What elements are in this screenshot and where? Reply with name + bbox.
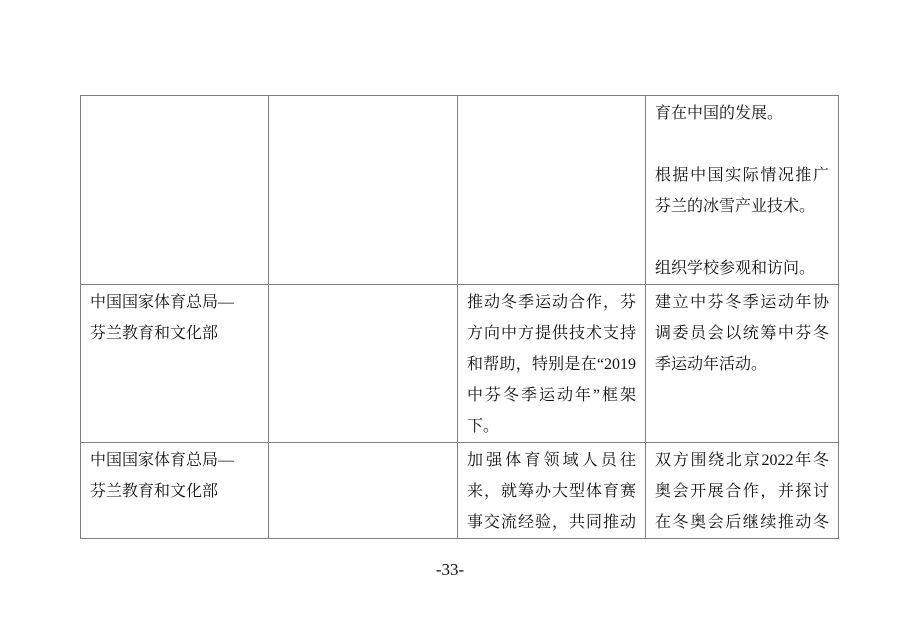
cell-paragraph: 育在中国的发展。 xyxy=(655,105,784,122)
table-row xyxy=(81,96,839,285)
table-cell xyxy=(269,96,458,285)
cell-paragraph: 芬兰教育和文化部 xyxy=(90,483,219,500)
table-cell xyxy=(646,443,839,539)
table-cell xyxy=(458,443,646,539)
table-cell xyxy=(458,96,646,285)
table-cell xyxy=(81,285,269,443)
table-cell xyxy=(646,285,839,443)
table-row xyxy=(81,443,839,539)
cell-paragraph: 中国国家体育总局— xyxy=(90,452,235,469)
cell-paragraph: 组织学校参观和访问。 xyxy=(655,260,816,277)
cooperation-table xyxy=(80,95,839,539)
table-cell xyxy=(269,443,458,539)
cell-paragraph: 推动冬季运动合作，芬方向中方提供技术支持和帮助，特别是在“2019中芬冬季运动年”框架下。 xyxy=(467,294,636,435)
page-number: -33- xyxy=(435,560,465,579)
cell-paragraph: 中国国家体育总局— xyxy=(90,294,235,311)
table-cell xyxy=(81,443,269,539)
cell-paragraph: 根据中国实际情况推广芬兰的冰雪产业技术。 xyxy=(655,167,829,215)
cell-paragraph: 建立中芬冬季运动年协调委员会以统筹中芬冬季运动年活动。 xyxy=(655,294,829,373)
table-cell xyxy=(269,285,458,443)
cell-paragraph: 芬兰教育和文化部 xyxy=(90,325,219,342)
cell-paragraph: 加强体育领域人员往来，就筹办大型体育赛事交流经验，共同推动 xyxy=(467,452,636,531)
table-cell xyxy=(458,285,646,443)
table-cell xyxy=(646,96,839,285)
table-row xyxy=(81,285,839,443)
table-cell xyxy=(81,96,269,285)
cell-paragraph: 双方围绕北京2022年冬奥会开展合作，并探讨在冬奥会后继续推动冬 xyxy=(655,452,829,531)
